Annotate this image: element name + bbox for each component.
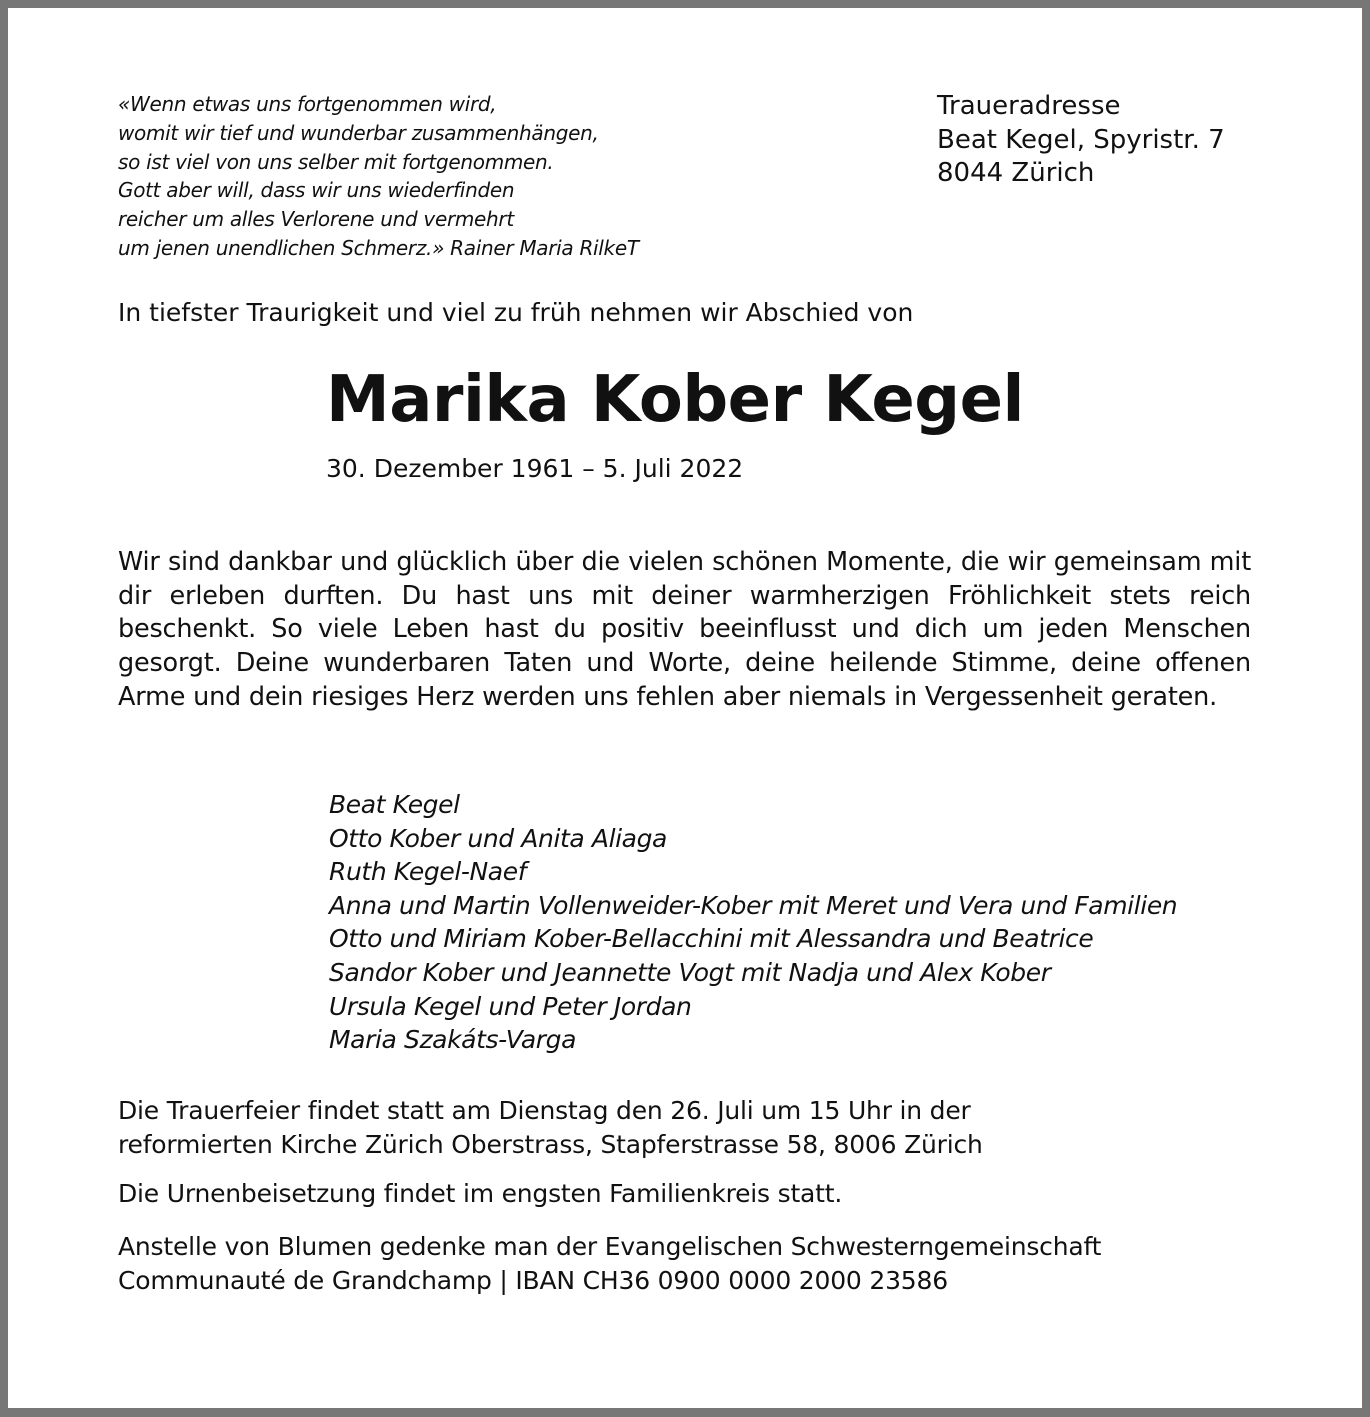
quote-line: Gott aber will, dass wir uns wiederfinden [118, 178, 515, 203]
deceased-name: Marika Kober Kegel [326, 363, 1024, 437]
quote-line: so ist viel von uns selber mit fortgenommen. [118, 149, 554, 174]
address-line: Traueradresse [937, 91, 1121, 121]
family-member: Anna und Martin Vollenweider-Kober mit Meret und Vera und Familien [329, 890, 1178, 920]
quote-line: «Wenn etwas uns fortgenommen wird, [118, 92, 497, 116]
obituary-page [8, 8, 1362, 1408]
family-member: Beat Kegel [329, 790, 460, 819]
rilke-quote [118, 90, 639, 263]
ceremony-line: reformierten Kirche Zürich Oberstrass, Stapferstrasse 58, 8006 Zürich [118, 1130, 983, 1159]
life-dates: 30. Dezember 1961 – 5. Juli 2022 [326, 454, 744, 483]
ceremony-line: Die Trauerfeier findet statt am Dienstag den 26. Juli um 15 Uhr in der [118, 1096, 971, 1125]
family-member: Ruth Kegel-Naef [329, 857, 527, 887]
family-member: Ursula Kegel und Peter Jordan [329, 991, 692, 1021]
quote-line: um jenen unendlichen Schmerz.» Rainer Maria RilkeT [118, 235, 639, 260]
urn-info: Die Urnenbeisetzung findet im engsten Familienkreis statt. [118, 1179, 843, 1208]
quote-line: womit wir tief und wunderbar zusammenhängen, [118, 120, 599, 145]
donation-line: Anstelle von Blumen gedenke man der Evangelischen Schwesterngemeinschaft [118, 1232, 1102, 1261]
address-line: Beat Kegel, Spyristr. 7 [937, 124, 1225, 155]
family-list [329, 788, 1177, 1057]
quote-line: reicher um alles Verlorene und vermehrt [118, 207, 514, 232]
ceremony-info [118, 1094, 1258, 1162]
donation-line: Communauté de Grandchamp | IBAN CH36 0900 0000 2000 23586 [118, 1266, 948, 1295]
family-member: Otto und Miriam Kober-Bellacchini mit Alessandra und Beatrice [329, 924, 1094, 954]
family-member: Sandor Kober und Jeannette Vogt mit Nadja und Alex Kober [329, 957, 1051, 987]
family-member: Otto Kober und Anita Aliaga [329, 823, 667, 853]
intro-text: In tiefster Traurigkeit und viel zu früh nehmen wir Abschied von [118, 298, 914, 327]
address-line: 8044 Zürich [937, 158, 1095, 188]
family-member: Maria Szakáts-Varga [329, 1025, 577, 1055]
mourning-address [937, 90, 1225, 191]
donation-info [118, 1230, 1258, 1298]
tribute-text: Wir sind dankbar und glücklich über die vielen schönen Momente, die wir gemeinsam mit dir erleben durften. Du hast uns mit deiner warmherzigen Fröhlichkeit stets reich beschenkt. So viele Leben hast du positiv beeinflusst und dich um jeden Menschen gesorgt. Deine wunderbaren Taten und Worte, deine heilende Stimme, deine offenen Arme und dein riesiges Herz werden uns fehlen aber niemals in Vergessenheit geraten. [118, 547, 1251, 712]
